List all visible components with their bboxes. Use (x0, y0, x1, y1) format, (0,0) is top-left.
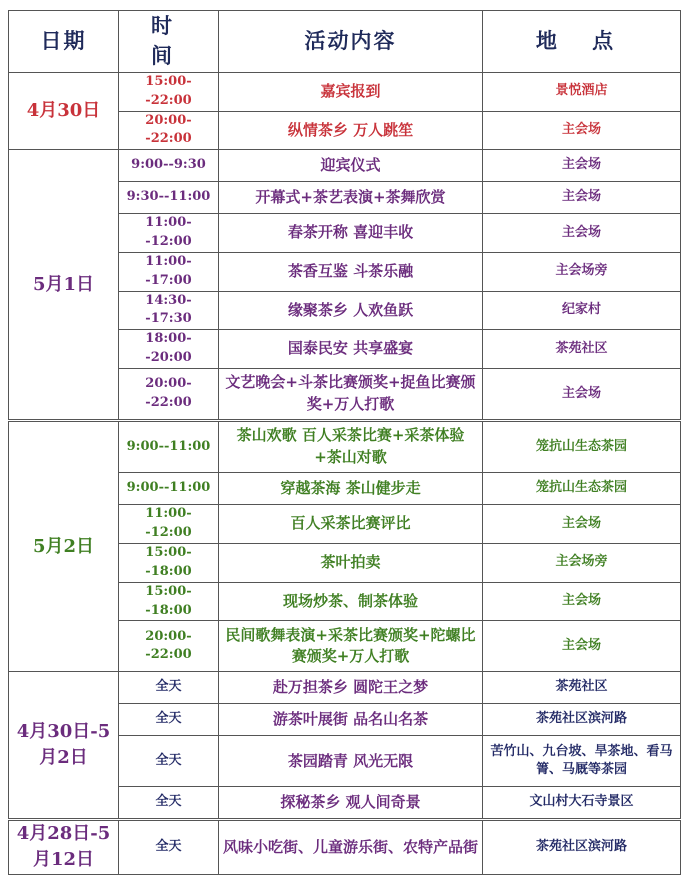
location-cell: 茶苑社区滨河路 (483, 820, 681, 874)
location-cell: 主会场 (483, 505, 681, 544)
table-row (9, 672, 681, 704)
location-cell: 苦竹山、九台坡、旱茶地、看马箐、马厩等茶园 (483, 736, 681, 787)
location-cell: 主会场 (483, 369, 681, 421)
time-cell: 15:00--18:00 (119, 544, 219, 583)
table-row (9, 820, 681, 874)
header-activity: 活动内容 (219, 11, 483, 73)
activity-cell: 茶山欢歌 百人采茶比赛+采茶体验+茶山对歌 (219, 421, 483, 473)
activity-cell: 赴万担茶乡 圆陀王之梦 (219, 672, 483, 704)
activity-cell: 茶叶拍卖 (219, 544, 483, 583)
time-cell: 11:00--12:00 (119, 505, 219, 544)
activity-cell: 国泰民安 共享盛宴 (219, 330, 483, 369)
location-cell: 笼抗山生态茶园 (483, 473, 681, 505)
activity-cell: 穿越茶海 茶山健步走 (219, 473, 483, 505)
activity-cell: 风味小吃街、儿童游乐街、农特产品街 (219, 820, 483, 874)
location-cell: 茶苑社区滨河路 (483, 704, 681, 736)
date-cell: 5月2日 (9, 421, 119, 672)
location-cell: 主会场旁 (483, 252, 681, 291)
date-cell: 4月30日-5月2日 (9, 672, 119, 820)
activity-cell: 缘聚茶乡 人欢鱼跃 (219, 291, 483, 330)
activity-cell: 文艺晚会+斗茶比赛颁奖+捉鱼比赛颁奖+万人打歌 (219, 369, 483, 421)
time-cell: 20:00--22:00 (119, 621, 219, 672)
date-cell: 5月1日 (9, 150, 119, 421)
activity-cell: 纵情茶乡 万人跳笙 (219, 111, 483, 150)
activity-cell: 嘉宾报到 (219, 72, 483, 111)
activity-cell: 游茶叶展街 品名山名茶 (219, 704, 483, 736)
activity-cell: 迎宾仪式 (219, 150, 483, 182)
location-cell: 主会场 (483, 150, 681, 182)
time-cell: 15:00--18:00 (119, 582, 219, 621)
table-row (9, 150, 681, 182)
location-cell: 主会场 (483, 182, 681, 214)
activity-cell: 茶园踏青 风光无限 (219, 736, 483, 787)
time-cell: 全天 (119, 787, 219, 820)
time-cell: 15:00--22:00 (119, 72, 219, 111)
header-row (9, 11, 681, 73)
location-cell: 纪家村 (483, 291, 681, 330)
time-cell: 20:00--22:00 (119, 369, 219, 421)
location-cell: 主会场 (483, 621, 681, 672)
location-cell: 景悦酒店 (483, 72, 681, 111)
location-cell: 主会场 (483, 111, 681, 150)
location-cell: 主会场旁 (483, 544, 681, 583)
header-date: 日期 (9, 11, 119, 73)
activity-cell: 现场炒茶、制茶体验 (219, 582, 483, 621)
location-cell: 茶苑社区 (483, 672, 681, 704)
location-cell: 主会场 (483, 214, 681, 253)
schedule-table (8, 10, 681, 875)
activity-cell: 百人采茶比赛评比 (219, 505, 483, 544)
table-row (9, 72, 681, 111)
time-cell: 14:30--17:30 (119, 291, 219, 330)
time-cell: 9:00--9:30 (119, 150, 219, 182)
time-cell: 11:00--17:00 (119, 252, 219, 291)
time-cell: 18:00--20:00 (119, 330, 219, 369)
time-cell: 全天 (119, 704, 219, 736)
time-cell: 9:30--11:00 (119, 182, 219, 214)
time-cell: 9:00--11:00 (119, 473, 219, 505)
location-cell: 茶苑社区 (483, 330, 681, 369)
time-cell: 全天 (119, 736, 219, 787)
activity-cell: 春茶开称 喜迎丰收 (219, 214, 483, 253)
time-cell: 11:00--12:00 (119, 214, 219, 253)
date-cell: 4月30日 (9, 72, 119, 149)
table-row (9, 421, 681, 473)
header-time: 时 间 (119, 11, 219, 73)
time-cell: 全天 (119, 820, 219, 874)
time-cell: 20:00--22:00 (119, 111, 219, 150)
location-cell: 笼抗山生态茶园 (483, 421, 681, 473)
time-cell: 全天 (119, 672, 219, 704)
header-location: 地 点 (483, 11, 681, 73)
date-cell: 4月28日-5月12日 (9, 820, 119, 874)
location-cell: 文山村大石寺景区 (483, 787, 681, 820)
location-cell: 主会场 (483, 582, 681, 621)
activity-cell: 茶香互鉴 斗茶乐融 (219, 252, 483, 291)
activity-cell: 民间歌舞表演+采茶比赛颁奖+陀螺比赛颁奖+万人打歌 (219, 621, 483, 672)
activity-cell: 探秘茶乡 观人间奇景 (219, 787, 483, 820)
activity-cell: 开幕式+茶艺表演+茶舞欣赏 (219, 182, 483, 214)
time-cell: 9:00--11:00 (119, 421, 219, 473)
